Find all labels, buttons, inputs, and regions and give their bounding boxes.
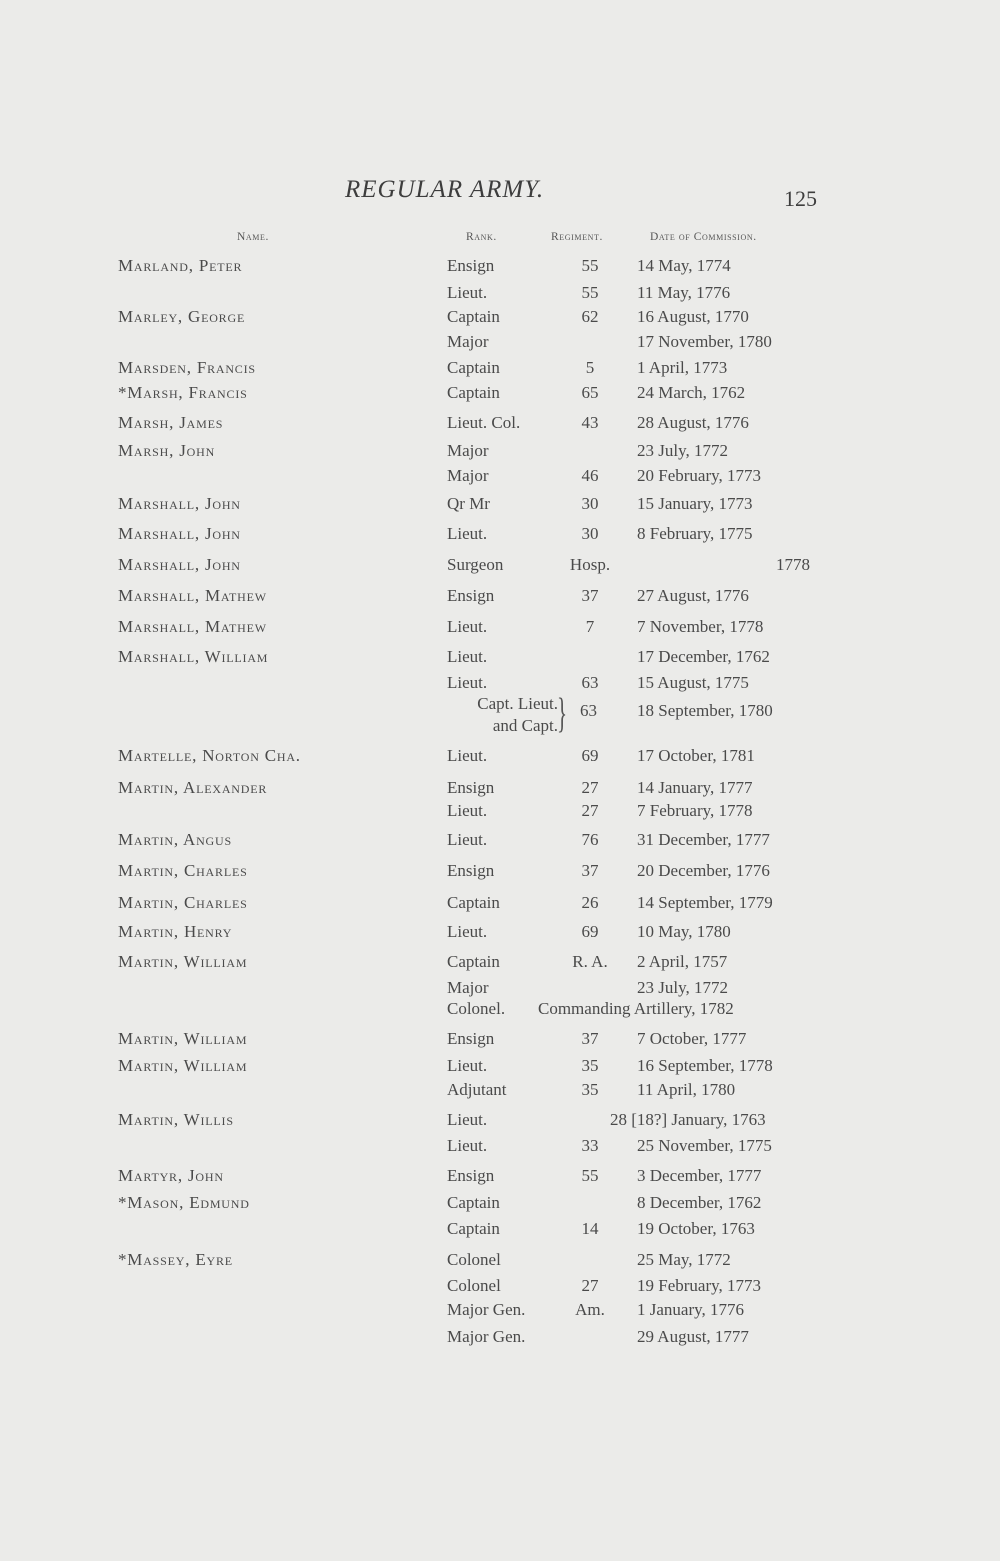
rank-cell: Ensign: [447, 586, 495, 605]
regiment-cell: 26: [581, 893, 599, 912]
rank-cell: Captain: [447, 1219, 500, 1238]
date-cell: 14 January, 1777: [637, 778, 753, 797]
regiment-cell: 46: [581, 466, 599, 485]
rank-cell: Surgeon: [447, 555, 504, 574]
name-cell: Martin, Alexander: [118, 778, 268, 797]
rank-cell: Major: [447, 332, 489, 351]
date-cell: 17 December, 1762: [637, 647, 770, 666]
table-row: [0, 441, 1000, 467]
rank-cell: Lieut.: [447, 746, 488, 765]
table-row: [0, 358, 1000, 384]
regiment-cell: 35: [581, 1080, 599, 1099]
rank-cell: Lieut.: [447, 647, 488, 666]
date-cell: 28 August, 1776: [637, 413, 749, 432]
name-cell: Marland, Peter: [118, 256, 243, 275]
regiment-cell: 76: [581, 830, 599, 849]
table-row: [0, 999, 1000, 1025]
name-cell: *Massey, Eyre: [118, 1250, 233, 1269]
rank-cell: Lieut.: [447, 922, 488, 941]
rank-cell: Captain: [447, 307, 500, 326]
name-cell: Marley, George: [118, 307, 246, 326]
rank-cell: Ensign: [447, 861, 495, 880]
rank-cell: Ensign: [447, 778, 495, 797]
date-cell: 15 January, 1773: [637, 494, 753, 513]
rank-cell: Lieut.: [447, 1136, 488, 1155]
name-cell: Marsden, Francis: [118, 358, 256, 377]
name-cell: Martin, Charles: [118, 893, 248, 912]
rank-cell: Lieut. Col.: [447, 413, 521, 432]
regiment-cell: 27: [581, 778, 599, 797]
rank-cell: Colonel: [447, 1276, 501, 1295]
date-cell: 14 May, 1774: [637, 256, 731, 275]
regiment-cell: 37: [581, 1029, 599, 1048]
rank-cell: Lieut.: [447, 1056, 488, 1075]
regiment-cell: 30: [581, 524, 599, 543]
table-row: [0, 693, 1000, 741]
date-cell: 17 November, 1780: [637, 332, 772, 351]
name-cell: Martelle, Norton Cha.: [118, 746, 301, 765]
date-cell: 24 March, 1762: [637, 383, 746, 402]
table-row: [0, 861, 1000, 887]
table-row: [0, 1080, 1000, 1106]
table-row: [0, 494, 1000, 520]
rank-cell: Major: [447, 441, 489, 460]
date-cell: 31 December, 1777: [637, 830, 770, 849]
regiment-cell: Am.: [575, 1300, 605, 1319]
table-row: [0, 952, 1000, 978]
table-row: [0, 1136, 1000, 1162]
table-row: [0, 413, 1000, 439]
table-row: [0, 1056, 1000, 1082]
regiment-cell: R. A.: [572, 952, 608, 971]
date-cell: 11 April, 1780: [637, 1080, 736, 1099]
column-header-name: Name.: [237, 231, 269, 243]
regiment-cell: 55: [581, 256, 599, 275]
regiment-cell: 14: [581, 1219, 599, 1238]
date-cell: 11 May, 1776: [637, 283, 731, 302]
rank-cell: Ensign: [447, 256, 495, 275]
rank-cell: Ensign: [447, 1029, 495, 1048]
table-row: [0, 1166, 1000, 1192]
date-cell: 14 September, 1779: [637, 893, 773, 912]
date-cell: 10 May, 1780: [637, 922, 731, 941]
rank-cell: Lieut.: [447, 524, 488, 543]
date-cell: Commanding Artillery, 1782: [538, 999, 734, 1018]
name-cell: Marshall, Mathew: [118, 586, 267, 605]
regiment-cell: 27: [581, 801, 599, 820]
regiment-cell: 55: [581, 283, 599, 302]
name-cell: Marsh, James: [118, 413, 224, 432]
date-cell: 1 January, 1776: [637, 1300, 745, 1319]
column-header-regiment: Regiment.: [551, 231, 603, 243]
date-cell: 7 October, 1777: [637, 1029, 747, 1048]
date-cell: 25 November, 1775: [637, 1136, 772, 1155]
date-cell: 16 August, 1770: [637, 307, 749, 326]
brace-icon: }: [557, 691, 568, 737]
regiment-cell: 43: [581, 413, 599, 432]
name-cell: Marshall, John: [118, 555, 241, 574]
rank-cell: Ensign: [447, 1166, 495, 1185]
table-row: [0, 1193, 1000, 1219]
date-cell: 25 May, 1772: [637, 1250, 731, 1269]
regiment-cell: 65: [581, 383, 599, 402]
table-row: [0, 466, 1000, 492]
date-cell: 16 September, 1778: [637, 1056, 773, 1075]
name-cell: Martin, Henry: [118, 922, 233, 941]
regiment-cell: 5: [585, 358, 595, 377]
rank-cell: Colonel: [447, 1250, 501, 1269]
table-row: [0, 555, 1000, 581]
table-row: [0, 1219, 1000, 1245]
table-row: [0, 307, 1000, 333]
date-cell: 17 October, 1781: [637, 746, 755, 765]
date-cell: 1778: [776, 555, 810, 574]
rank-cell: Major Gen.: [447, 1300, 526, 1319]
name-cell: Martyr, John: [118, 1166, 224, 1185]
date-cell: 29 August, 1777: [637, 1327, 749, 1346]
table-row: [0, 893, 1000, 919]
regiment-cell: 37: [581, 861, 599, 880]
rank-cell: Lieut.: [447, 830, 488, 849]
page-number: 125: [784, 186, 817, 211]
table-row: [0, 256, 1000, 282]
date-cell: 2 April, 1757: [637, 952, 728, 971]
regiment-cell: Hosp.: [569, 555, 611, 574]
date-cell: 20 February, 1773: [637, 466, 762, 485]
table-row: [0, 1300, 1000, 1326]
rank-cell: Lieut.: [447, 1110, 488, 1129]
table-row: [0, 1250, 1000, 1276]
date-cell: 28 [18?] January, 1763: [610, 1110, 766, 1129]
regiment-cell: 30: [581, 494, 599, 513]
table-row: [0, 586, 1000, 612]
name-cell: *Marsh, Francis: [118, 383, 248, 402]
date-cell: 8 December, 1762: [637, 1193, 762, 1212]
name-cell: Martin, Charles: [118, 861, 248, 880]
name-cell: Martin, Angus: [118, 830, 232, 849]
table-row: [0, 801, 1000, 827]
rank-cell: Captain: [447, 952, 500, 971]
table-row: [0, 746, 1000, 772]
date-cell: 3 December, 1777: [637, 1166, 762, 1185]
regiment-cell: 69: [581, 746, 599, 765]
rank-cell: Captain: [447, 383, 500, 402]
rank-cell: [446, 693, 558, 737]
name-cell: Marshall, Mathew: [118, 617, 267, 636]
date-cell: 8 February, 1775: [637, 524, 753, 543]
regiment-cell: 62: [581, 307, 599, 326]
rank-cell: Lieut.: [447, 673, 488, 692]
rank-cell: Lieut.: [447, 283, 488, 302]
name-cell: Marshall, William: [118, 647, 269, 666]
date-cell: 23 July, 1772: [637, 441, 728, 460]
table-row: [0, 524, 1000, 550]
rank-cell: Lieut.: [447, 801, 488, 820]
name-cell: Martin, William: [118, 1029, 248, 1048]
regiment-cell: 63: [581, 673, 599, 692]
date-cell: 27 August, 1776: [637, 586, 749, 605]
date-cell: 7 February, 1778: [637, 801, 753, 820]
date-cell: 19 February, 1773: [637, 1276, 762, 1295]
table-row: [0, 830, 1000, 856]
table-row: [0, 283, 1000, 309]
rank-cell: Captain: [447, 893, 500, 912]
table-row: [0, 922, 1000, 948]
name-cell: Martin, William: [118, 1056, 248, 1075]
table-row: [0, 1029, 1000, 1055]
name-cell: *Mason, Edmund: [118, 1193, 250, 1212]
column-header-date: Date of Commission.: [650, 231, 757, 243]
table-row: [0, 1110, 1000, 1136]
table-row: [0, 1327, 1000, 1353]
column-header-rank: Rank.: [466, 231, 497, 243]
date-cell: 15 August, 1775: [637, 673, 749, 692]
rank-cell: Captain: [447, 1193, 500, 1212]
rank-cell: Colonel.: [447, 999, 506, 1018]
name-cell: Marshall, John: [118, 494, 241, 513]
regiment-cell: 55: [581, 1166, 599, 1185]
name-cell: Marsh, John: [118, 441, 216, 460]
table-row: [0, 647, 1000, 673]
rank-cell: Major: [447, 466, 489, 485]
name-cell: Marshall, John: [118, 524, 241, 543]
rank-line: and Capt.: [492, 716, 558, 735]
rank-cell: Qr Mr: [447, 494, 490, 513]
regiment-cell: 33: [581, 1136, 599, 1155]
rank-line: Capt. Lieut.: [477, 694, 558, 713]
table-row: [0, 332, 1000, 358]
table-row: [0, 617, 1000, 643]
date-cell: 20 December, 1776: [637, 861, 770, 880]
rank-cell: Major: [447, 978, 489, 997]
name-cell: Martin, William: [118, 952, 248, 971]
regiment-cell: 69: [581, 922, 599, 941]
rank-cell: Adjutant: [447, 1080, 507, 1099]
date-cell: 7 November, 1778: [637, 617, 764, 636]
rank-cell: Major Gen.: [447, 1327, 526, 1346]
date-cell: 19 October, 1763: [637, 1219, 755, 1238]
table-row: [0, 383, 1000, 409]
date-cell: 23 July, 1772: [637, 978, 728, 997]
running-title: REGULAR ARMY.: [345, 176, 545, 203]
table-row: [0, 1276, 1000, 1302]
regiment-cell: 63: [580, 701, 597, 720]
regiment-cell: 37: [581, 586, 599, 605]
name-cell: Martin, Willis: [118, 1110, 234, 1129]
regiment-cell: 7: [585, 617, 595, 636]
regiment-cell: 35: [581, 1056, 599, 1075]
rank-cell: Lieut.: [447, 617, 488, 636]
regiment-cell: 27: [581, 1276, 599, 1295]
date-cell: 18 September, 1780: [637, 701, 773, 720]
rank-cell: Captain: [447, 358, 500, 377]
date-cell: 1 April, 1773: [637, 358, 728, 377]
